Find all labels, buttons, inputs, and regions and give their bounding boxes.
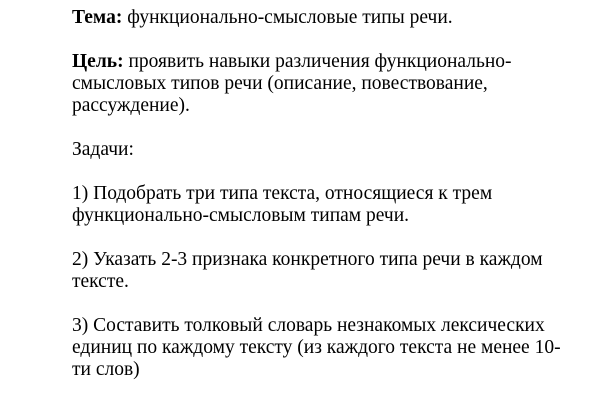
task-2-line-1: 2) Указать 2-3 признака конкретного типа речи в каждом: [72, 249, 543, 270]
spacer: [72, 117, 582, 139]
task-1-line-2: функционально-смысловым типам речи.: [72, 205, 410, 226]
tasks-heading-text: Задачи:: [72, 139, 134, 160]
goal-text-1: проявить навыки различения функционально-: [123, 51, 512, 72]
goal-label: Цель:: [72, 51, 124, 72]
task-3-line-2: единиц по каждому тексту (из каждого текста не менее 10-: [72, 337, 561, 358]
goal-paragraph: [72, 51, 582, 117]
task-3-line-3: ти слов): [72, 359, 140, 380]
tasks-heading: [72, 139, 582, 161]
spacer: [72, 293, 582, 315]
topic-line: [72, 7, 582, 29]
task-1-line-1: 1) Подобрать три типа текста, относящиеся к трем: [72, 183, 493, 204]
task-3-line-1: 3) Составить толковый словарь незнакомых лексических: [72, 315, 545, 336]
goal-line-3: рассуждение).: [72, 95, 190, 116]
topic-paragraph: [72, 7, 582, 29]
document-body: [72, 7, 582, 381]
topic-text: функционально-смысловые типы речи.: [122, 7, 453, 28]
task-item-2: [72, 249, 582, 293]
spacer: [72, 29, 582, 51]
goal-line-2: смысловых типов речи (описание, повествование,: [72, 73, 488, 94]
goal-line-1: [72, 51, 582, 73]
topic-label: Тема:: [72, 7, 123, 28]
spacer: [72, 161, 582, 183]
task-item-1: [72, 183, 582, 227]
task-2-line-2: тексте.: [72, 271, 129, 292]
task-item-3: [72, 315, 582, 381]
spacer: [72, 227, 582, 249]
